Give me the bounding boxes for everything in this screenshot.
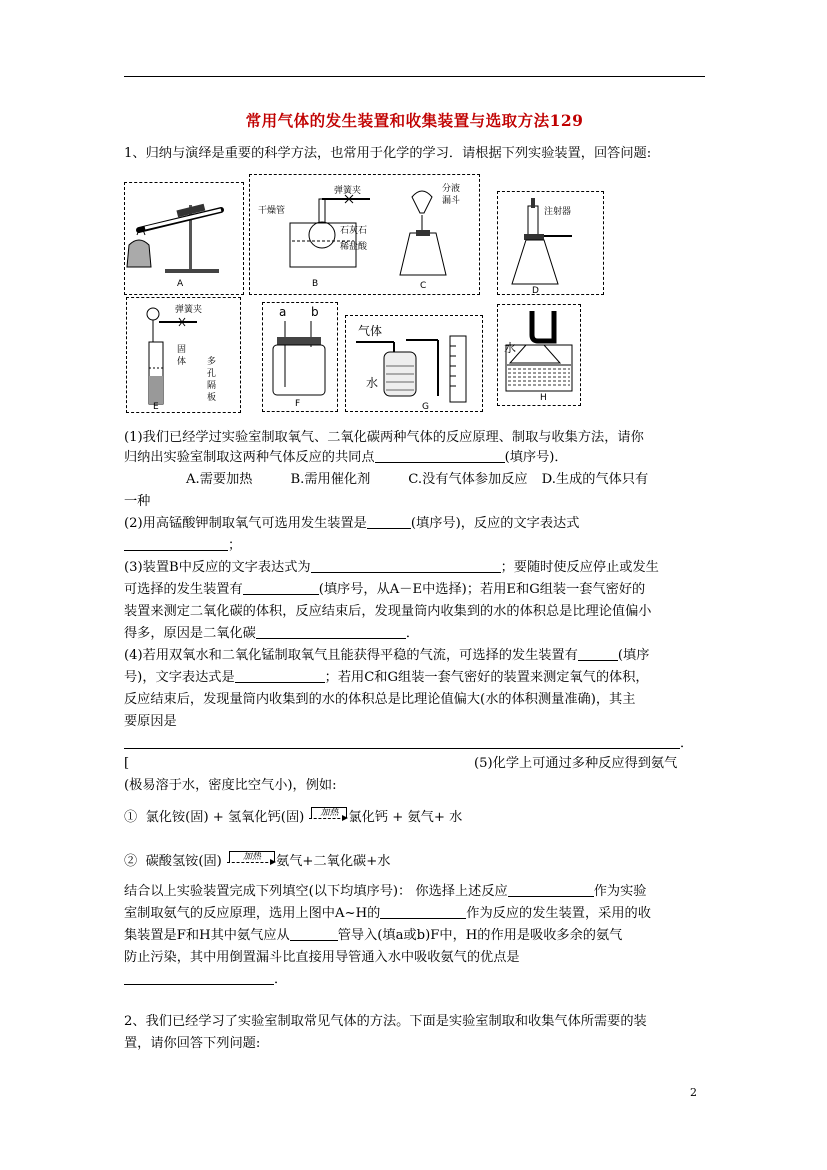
q1-5-line-f: 防止污染，其中用倒置漏斗比直接用导管通入水中吸收氨气的优点是 bbox=[124, 950, 520, 965]
answer-blank-2-1[interactable] bbox=[367, 514, 411, 529]
q1-3-d-end: ． bbox=[405, 626, 420, 641]
q1-4-line-e bbox=[124, 734, 693, 754]
answer-blank-3-1[interactable] bbox=[311, 558, 501, 573]
apparatus-a bbox=[124, 182, 244, 295]
q1-5-line-b: (极易溶于水，密度比空气小)，例如: bbox=[124, 778, 337, 793]
option-a: A.需要加热 bbox=[186, 472, 253, 487]
q1-4-b-text: 号)，文字表达式是 bbox=[124, 670, 235, 685]
q1-3-b-end: (填序号，从A－E中选择)；若用E和G组装一套气密好的 bbox=[318, 582, 646, 597]
q2-line-a: 2、我们已经学习了实验室制取常见气体的方法。下面是实验室制取和收集气体所需要的装 bbox=[124, 1014, 647, 1029]
label-porous-2: 孔 bbox=[207, 369, 217, 379]
reaction-1-number: ① bbox=[124, 810, 138, 825]
reaction-1-reactants: 氯化铵(固) + 氢氧化钙(固) bbox=[145, 810, 305, 825]
answer-blank-5-1[interactable] bbox=[508, 882, 594, 897]
page-title: 常用气体的发生装置和收集装置与选取方法129 bbox=[245, 111, 584, 130]
option-d-cont: 一种 bbox=[124, 494, 151, 509]
heat-label-1: 加热 bbox=[311, 807, 347, 818]
label-sep-funnel-2: 漏斗 bbox=[442, 196, 461, 206]
label-dry-tube: 干燥管 bbox=[258, 206, 286, 216]
q1-4-text: (4)若用双氧水和二氧化锰制取氧气且能获得平稳的气流，可选择的发生装置有 bbox=[124, 648, 578, 663]
label-d: D bbox=[532, 286, 539, 296]
apparatus-f-drawing bbox=[263, 303, 339, 413]
q1-5-c-text: 结合以上实验装置完成下列填空(以下均填序号)： 你选择上述反应 bbox=[124, 884, 508, 899]
answer-blank-4-1[interactable] bbox=[578, 646, 618, 661]
page-number: 2 bbox=[690, 1086, 697, 1099]
q1-3-b-text: 可选择的发生装置有 bbox=[124, 582, 243, 597]
label-h: H bbox=[540, 393, 547, 403]
q1-3-line-c: 装置来测定二氧化碳的体积，反应结束后，发现量筒内收集到的水的体积总是比理论值偏小 bbox=[124, 604, 652, 619]
q1-1-text: 归纳出实验室制取这两种气体反应的共同点 bbox=[124, 450, 375, 465]
label-dilute-hcl: 稀盐酸 bbox=[340, 242, 368, 252]
label-porous-1: 多 bbox=[207, 357, 217, 367]
q1-1-options bbox=[186, 470, 648, 490]
option-d: D.生成的气体只有 bbox=[541, 472, 649, 487]
q1-3-text-end: ；要随时使反应停止或发生 bbox=[500, 560, 659, 575]
apparatus-h-drawing bbox=[498, 305, 582, 407]
option-b: B.需用催化剂 bbox=[290, 472, 371, 487]
label-limestone: 石灰石 bbox=[340, 226, 368, 236]
answer-blank-5-4[interactable] bbox=[124, 970, 274, 985]
q1-3-line-a bbox=[124, 558, 659, 578]
q1-3-text: (3)装置B中反应的文字表达式为 bbox=[124, 560, 311, 575]
q1-4-e-end: ． bbox=[680, 736, 694, 751]
apparatus-h bbox=[497, 304, 581, 406]
apparatus-f bbox=[262, 302, 338, 412]
q1-5-line-a: (5)化学上可通过多种反应得到氨气 bbox=[474, 756, 678, 771]
label-f: F bbox=[295, 399, 301, 409]
reaction-1 bbox=[124, 806, 462, 828]
answer-blank-2-2[interactable] bbox=[124, 536, 228, 551]
label-spring-clip-e: 弹簧夹 bbox=[175, 305, 203, 315]
label-water-h: 水 bbox=[504, 341, 517, 355]
label-b-tube: b bbox=[311, 305, 319, 319]
label-spring-clip: 弹簧夹 bbox=[334, 186, 362, 196]
answer-blank-3-2[interactable] bbox=[243, 580, 319, 595]
q1-5-g-end: ． bbox=[274, 972, 288, 987]
q1-4-line-c: 反应结束后，发现量筒内收集到的水的体积总是比理论值偏大(水的体积测量准确)，其主 bbox=[124, 692, 636, 707]
label-solid-1: 固 bbox=[177, 345, 187, 355]
reaction-2-reactants: 碳酸氢铵(固) bbox=[145, 854, 222, 869]
q1-3-d-text: 得多，原因是二氧化碳 bbox=[124, 626, 256, 641]
apparatus-d bbox=[497, 191, 604, 295]
label-solid-2: 体 bbox=[177, 357, 187, 367]
header-rule bbox=[124, 76, 705, 77]
label-sep-funnel-1: 分液 bbox=[442, 184, 461, 194]
q1-5-line-e bbox=[124, 926, 622, 946]
label-c: C bbox=[420, 281, 427, 291]
answer-blank-4-2[interactable] bbox=[235, 668, 325, 683]
q1-2-b-end: ； bbox=[228, 538, 242, 553]
label-g: G bbox=[422, 402, 429, 412]
option-c: C.没有气体参加反应 bbox=[408, 472, 528, 487]
q1-1-text-end: (填序号)． bbox=[504, 450, 568, 465]
label-a: A bbox=[177, 279, 184, 289]
q1-4-b-end: ；若用C和G组装一套气密好的装置来测定氧气的体积， bbox=[324, 670, 649, 685]
q1-intro: 1、归纳与演绎是重要的科学方法，也常用于化学的学习．请根据下列实验装置，回答问题: bbox=[124, 146, 652, 161]
apparatus-g bbox=[345, 315, 483, 412]
apparatus-bc bbox=[249, 174, 480, 295]
q1-4-line-b bbox=[124, 668, 649, 688]
q1-4-line-a bbox=[124, 646, 649, 666]
q1-3-line-d bbox=[124, 624, 419, 644]
label-porous-4: 板 bbox=[207, 393, 217, 403]
reaction-2-products: 氨气+二氧化碳+水 bbox=[276, 854, 391, 869]
reaction-1-products: 氯化钙 + 氨气+ 水 bbox=[348, 810, 463, 825]
label-b: B bbox=[312, 279, 319, 289]
label-syringe: 注射器 bbox=[544, 207, 572, 217]
q1-2-line-b bbox=[124, 536, 241, 556]
q1-5-d-text: 室制取氨气的反应原理，选用上图中A~H的 bbox=[124, 906, 381, 921]
answer-blank-5-3[interactable] bbox=[290, 926, 338, 941]
apparatus-a-drawing bbox=[125, 183, 245, 296]
bracket: [ bbox=[124, 756, 130, 771]
label-e: E bbox=[153, 402, 159, 412]
q1-5-c-end: 作为实验 bbox=[593, 884, 647, 899]
q1-2-text: (2)用高锰酸钾制取氧气可选用发生装置是 bbox=[124, 516, 367, 531]
q1-1-line-b bbox=[124, 448, 568, 468]
heat-label-2: 加热 bbox=[229, 851, 275, 862]
q1-4-text-end: (填序 bbox=[617, 648, 650, 663]
answer-blank-5-2[interactable] bbox=[380, 904, 466, 919]
q1-5-line-c bbox=[124, 882, 646, 902]
reaction-2-number: ② bbox=[124, 854, 138, 869]
heat-arrow-2 bbox=[227, 850, 275, 870]
q1-5-d-end: 作为反应的发生装置，采用的收 bbox=[466, 906, 651, 921]
label-gas: 气体 bbox=[358, 324, 383, 338]
q1-5-line-g bbox=[124, 970, 287, 990]
q1-2-line-a bbox=[124, 514, 579, 534]
label-water-g: 水 bbox=[366, 376, 379, 390]
q1-1-line-a: (1)我们已经学过实验室制取氧气、二氧化碳两种气体的反应原理、制取与收集方法，请你 bbox=[124, 430, 644, 445]
q1-5-e-end: 管导入(填a或b)F中，H的作用是吸收多余的氨气 bbox=[337, 928, 623, 943]
reaction-2 bbox=[124, 850, 390, 872]
q1-5-e-text: 集装置是F和H其中氨气应从 bbox=[124, 928, 290, 943]
label-a-tube: a bbox=[279, 305, 287, 319]
answer-blank-4-3[interactable] bbox=[124, 734, 680, 749]
q1-4-line-d: 要原因是 bbox=[124, 714, 177, 729]
q1-5-line-d bbox=[124, 904, 651, 924]
heat-arrow-1 bbox=[309, 806, 347, 826]
label-porous-3: 隔 bbox=[207, 381, 217, 391]
q1-3-line-b bbox=[124, 580, 645, 600]
q2-line-b: 置，请你回答下列问题: bbox=[124, 1036, 261, 1051]
q1-2-text-end: (填序号)，反应的文字表达式 bbox=[410, 516, 580, 531]
apparatus-e bbox=[126, 297, 241, 413]
answer-blank-1-1[interactable] bbox=[375, 448, 505, 463]
answer-blank-3-3[interactable] bbox=[256, 624, 406, 639]
